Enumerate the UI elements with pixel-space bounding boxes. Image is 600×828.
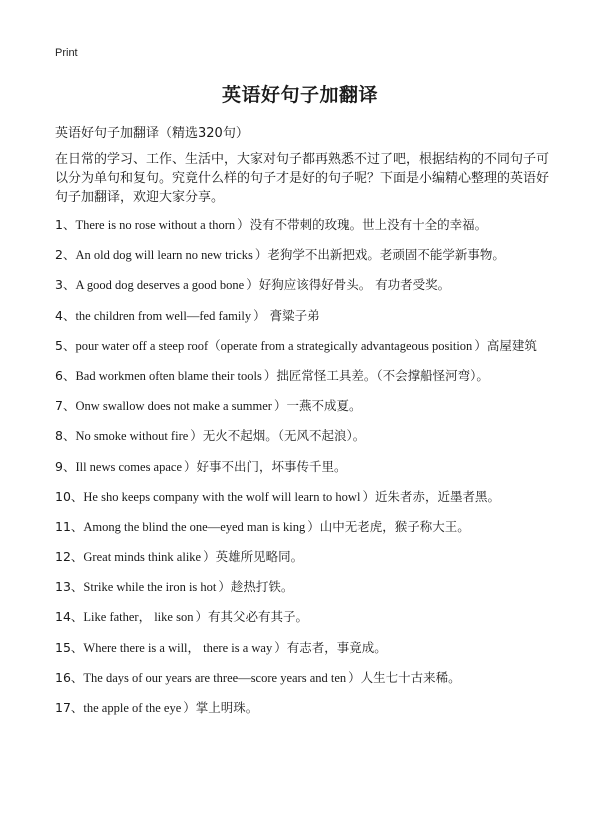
subtitle: 英语好句子加翻译（精选320句） [55,126,249,141]
sentence-item [55,216,550,234]
sentence-number: 6、 [55,367,76,383]
sentence-english: A good dog deserves a good bone [75,278,245,293]
sentence-english: No smoke without fire [75,429,189,444]
sentence-chinese: ）好事不出门，坏事传千里。 [184,458,347,474]
sentence-item [55,427,550,445]
sentence-english: the apple of the eye [83,701,182,715]
sentence-number: 4、 [55,307,76,323]
sentence-list [55,216,550,729]
sentence-english: Among the blind the one—eyed man is king [83,519,306,534]
sentence-english: Strike while the iron is hot [83,580,217,595]
sentence-chinese: ）拙匠常怪工具差。（不会撑船怪河弯）。 [263,367,489,383]
sentence-item [55,276,550,294]
sentence-number: 17、 [55,700,84,715]
sentence-number: 13、 [55,579,84,595]
sentence-item [55,367,550,385]
sentence-item [55,548,550,566]
sentence-number: 1、 [55,217,76,232]
sentence-english: Bad workmen often blame their tools [75,368,262,383]
sentence-chinese: ）没有不带刺的玫瑰。世上没有十全的幸福。 [237,217,488,232]
sentence-item [55,608,550,626]
sentence-chinese: ） 膏粱子弟 [253,307,320,323]
sentence-chinese: ）一燕不成夏。 [273,398,362,414]
sentence-number: 10、 [55,488,84,504]
intro-paragraph: 在日常的学习、工作、生活中，大家对句子都再熟悉不过了吧，根据结构的不同句子可以分为单句和复句。究竟什么样的句子才是好的句子呢？下面是小编精心整理的英语好句子加翻译，欢迎大家分享。 [55,152,550,205]
sentence-number: 7、 [55,398,76,414]
sentence-chinese: ）趁热打铁。 [218,579,294,595]
sentence-english: Onw swallow does not make a summer [75,399,272,414]
sentence-chinese: ）有其父必有其子。 [195,609,308,625]
sentence-item [55,337,550,355]
sentence-number: 5、 [55,337,76,353]
sentence-english: the children from well—fed family [75,308,252,323]
sentence-item [55,699,550,717]
sentence-english: An old dog will learn no new tricks [75,248,253,263]
sentence-chinese: ）有志者，事竟成。 [274,639,387,655]
sentence-item [55,669,550,687]
sentence-number: 8、 [55,428,76,444]
sentence-item [55,488,550,506]
sentence-item [55,578,550,596]
sentence-english: pour water off a steep roof（operate from a strategically advantageous position [75,338,473,353]
sentence-chinese: ）老狗学不出新把戏。老顽固不能学新事物。 [254,247,505,263]
sentence-chinese: ）高屋建筑 [474,337,537,353]
sentence-number: 12、 [55,549,84,565]
sentence-number: 15、 [55,639,84,655]
sentence-item [55,458,550,476]
sentence-chinese: ）人生七十古来稀。 [348,669,461,685]
sentence-chinese: ）近朱者赤，近墨者黑。 [362,488,500,504]
sentence-english: He sho keeps company with the wolf will learn to howl [83,489,361,504]
sentence-english: Like father， like son [83,610,194,625]
sentence-chinese: ）掌上明珠。 [183,700,259,715]
sentence-english: Great minds think alike [83,550,202,565]
sentence-number: 9、 [55,458,76,474]
sentence-chinese: ）好狗应该得好骨头。 有功者受奖。 [246,277,451,293]
sentence-item [55,518,550,536]
sentence-english: The days of our years are three—score years and ten [83,670,347,685]
sentence-english: Ill news comes apace [75,459,183,474]
sentence-number: 16、 [55,669,84,685]
sentence-english: Where there is a will， there is a way [83,640,273,655]
sentence-chinese: ）无火不起烟。（无风不起浪）。 [190,428,366,444]
sentence-chinese: ）英雄所见略同。 [203,549,304,565]
sentence-item [55,307,550,325]
sentence-english: There is no rose without a thorn [75,218,236,232]
sentence-number: 14、 [55,609,84,625]
page-title: 英语好句子加翻译 [221,84,378,106]
sentence-item [55,246,550,264]
sentence-number: 2、 [55,247,76,263]
sentence-item [55,397,550,415]
sentence-number: 11、 [55,518,84,534]
sentence-number: 3、 [55,277,76,293]
sentence-chinese: ）山中无老虎，猴子称大王。 [307,518,470,534]
print-link[interactable]: Print [55,47,78,59]
sentence-item [55,639,550,657]
